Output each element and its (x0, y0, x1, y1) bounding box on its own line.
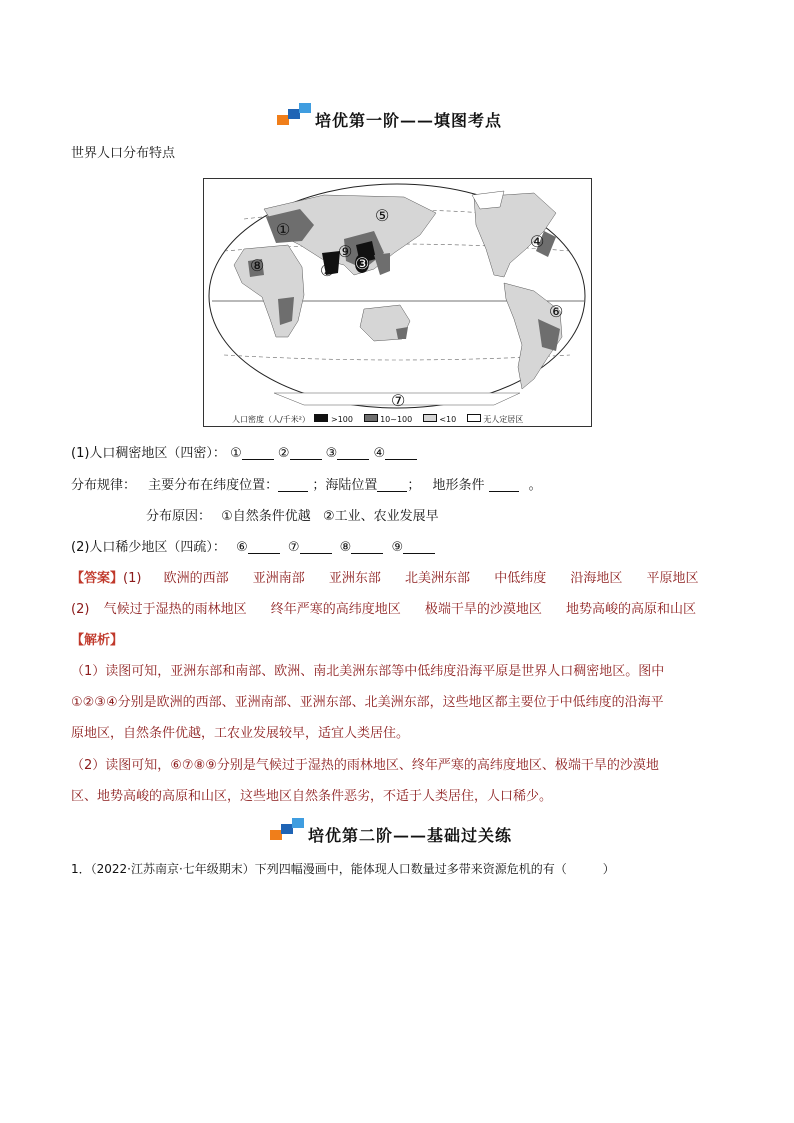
answer-row2-no: (2) (71, 602, 90, 617)
answer-row-1 (71, 569, 699, 589)
answer-row1-no: (1) (123, 571, 142, 586)
q2-marker-7: ⑦ (287, 540, 300, 555)
q1-line (71, 444, 417, 464)
answer-1-6: 沿海地区 (570, 571, 623, 586)
reason-label: 分布原因： (146, 509, 212, 524)
section2-title: 培优第二阶——基础过关练 (308, 826, 513, 845)
population-density-map (203, 178, 592, 427)
analysis-line-1: （1）读图可知，亚洲东部和南部、欧洲、南北美洲东部等中低纬度沿海平原是世界人口稠密地区。图中 (71, 664, 665, 679)
rule-text3: 地形条件 (432, 478, 485, 493)
section-logo-icon (277, 103, 311, 125)
q1-marker-4: ④ (373, 446, 386, 461)
subtitle: 世界人口分布特点 (71, 146, 176, 161)
q1-blank-3[interactable] (337, 445, 369, 460)
q2-blank-9[interactable] (403, 539, 435, 554)
legend-swatch-none (467, 414, 481, 422)
legend-item-none: 无人定居区 (483, 415, 524, 424)
q2-prefix: (2)人口稀少地区（四疏）： (71, 540, 226, 555)
answer-2-2: 终年严寒的高纬度地区 (270, 602, 401, 617)
q2-marker-8: ⑧ (339, 540, 352, 555)
q2-marker-9: ⑨ (391, 540, 404, 555)
q1-marker-3: ③ (325, 446, 338, 461)
map-label-5: ⑤ (375, 206, 390, 225)
rule-sep2: ； (407, 478, 421, 493)
rule-label: 分布规律： (71, 478, 137, 493)
question-1: 1．（2022·江苏南京·七年级期末）下列四幅漫画中，能体现人口数量过多带来资源危机的有（ ） (71, 862, 615, 876)
map-legend (232, 414, 523, 425)
map-label-9: ⑨ (338, 242, 353, 261)
reason-2: ②工业、农业发展早 (322, 509, 439, 524)
legend-swatch-dense (314, 414, 328, 422)
analysis-tag: 【解析】 (71, 633, 124, 648)
answer-1-5: 中低纬度 (494, 571, 547, 586)
rule-blank-2[interactable] (377, 477, 407, 492)
answer-2-3: 极端干旱的沙漠地区 (424, 602, 542, 617)
q2-blank-6[interactable] (248, 539, 280, 554)
section-logo-icon (270, 818, 304, 840)
rule-blank-1[interactable] (278, 477, 308, 492)
answer-1-1: 欧洲的西部 (163, 571, 229, 586)
q2-line (71, 538, 435, 558)
answer-1-7: 平原地区 (646, 571, 699, 586)
analysis-line-4: （2）读图可知，⑥⑦⑧⑨分别是气候过于湿热的雨林地区、终年严寒的高纬度地区、极端干旱的沙漠地 (71, 758, 659, 773)
reason-1: ①自然条件优越 (221, 509, 311, 524)
answer-tag: 【答案】 (71, 571, 124, 586)
answer-1-3: 亚洲东部 (328, 571, 381, 586)
map-label-2: ② (320, 261, 335, 280)
answer-2-1: 气候过于湿热的雨林地区 (103, 602, 247, 617)
q1-rule-line (71, 476, 542, 496)
answer-1-2: 亚洲南部 (252, 571, 305, 586)
legend-title: 人口密度（人/千米²） (232, 415, 310, 424)
rule-sep1: ；海陆位置 (312, 478, 378, 493)
map-label-7: ⑦ (391, 391, 406, 410)
q1-prefix: (1)人口稠密地区（四密）： (71, 446, 226, 461)
rule-text1: 主要分布在纬度位置： (148, 478, 279, 493)
q1-blank-1[interactable] (242, 445, 274, 460)
q2-blank-7[interactable] (300, 539, 332, 554)
map-label-3: ③ (355, 254, 370, 273)
map-label-1: ① (276, 220, 291, 239)
legend-swatch-medium (364, 414, 378, 422)
answer-2-4: 地势高峻的高原和山区 (566, 602, 697, 617)
rule-end: 。 (528, 478, 542, 493)
answer-1-4: 北美洲东部 (405, 571, 471, 586)
analysis-line-5: 区、地势高峻的高原和山区，这些地区自然条件恶劣，不适于人类居住，人口稀少。 (71, 789, 553, 804)
section1-title: 培优第一阶——填图考点 (315, 111, 503, 130)
q1-blank-4[interactable] (385, 445, 417, 460)
answer-row-2 (71, 600, 696, 620)
q2-marker-6: ⑥ (236, 540, 248, 555)
q1-blank-2[interactable] (290, 445, 322, 460)
legend-item-dense: >100 (331, 415, 353, 424)
q1-reason-line (146, 507, 439, 527)
q1-marker-1: ① (230, 446, 242, 461)
legend-item-medium: 10~100 (380, 415, 413, 424)
q1-marker-2: ② (277, 446, 290, 461)
map-label-4: ④ (530, 232, 545, 251)
analysis-line-3: 原地区，自然条件优越，工农业发展较早，适宜人类居住。 (71, 726, 410, 741)
world-map-svg (204, 179, 591, 426)
legend-swatch-sparse (423, 414, 437, 422)
map-label-8: ⑧ (250, 256, 265, 275)
q2-blank-8[interactable] (351, 539, 383, 554)
legend-item-sparse: <10 (439, 415, 457, 424)
rule-blank-3[interactable] (489, 477, 519, 492)
analysis-line-2: ①②③④分别是欧洲的西部、亚洲南部、亚洲东部、北美洲东部，这些地区都主要位于中低纬度的沿海平 (71, 695, 664, 710)
map-label-6: ⑥ (549, 302, 564, 321)
